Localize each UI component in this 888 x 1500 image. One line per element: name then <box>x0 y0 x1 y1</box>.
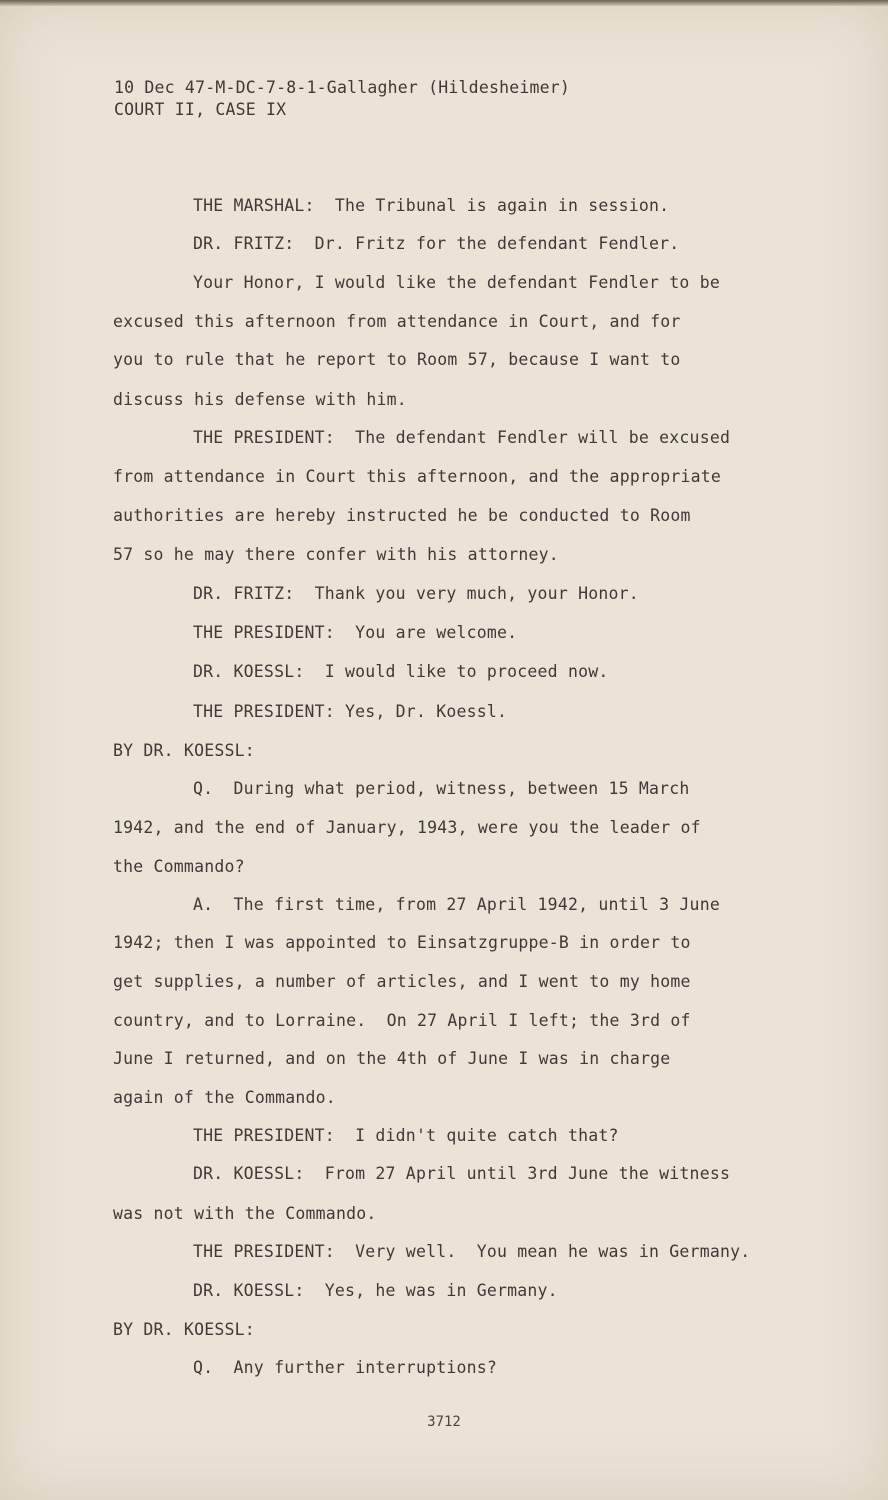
transcript-line: DR. KOESSL: I would like to proceed now. <box>193 662 609 681</box>
transcript-line: get supplies, a number of articles, and I went to my home <box>113 972 691 991</box>
transcript-line: THE MARSHAL: The Tribunal is again in session. <box>193 196 670 215</box>
transcript-line: again of the Commando. <box>113 1088 336 1107</box>
transcript-line: Your Honor, I would like the defendant Fendler to be <box>193 273 720 292</box>
transcript-line: DR. KOESSL: Yes, he was in Germany. <box>193 1281 558 1300</box>
transcript-line: Q. Any further interruptions? <box>193 1358 498 1377</box>
transcript-line: THE PRESIDENT: I didn't quite catch that? <box>193 1126 619 1145</box>
court-case-line: COURT II, CASE IX <box>114 100 287 119</box>
transcript-line: THE PRESIDENT: The defendant Fendler will be excused <box>193 428 731 447</box>
transcript-line: you to rule that he report to Room 57, because I want to <box>113 350 681 369</box>
transcript-line: THE PRESIDENT: You are welcome. <box>193 623 518 642</box>
transcript-line: BY DR. KOESSL: <box>113 741 255 760</box>
case-reference-line: 10 Dec 47-M-DC-7-8-1-Gallagher (Hildesheimer) <box>114 78 571 97</box>
transcript-line: DR. FRITZ: Thank you very much, your Honor. <box>193 584 639 603</box>
transcript-line: June I returned, and on the 4th of June I was in charge <box>113 1049 671 1068</box>
transcript-line: excused this afternoon from attendance in Court, and for <box>113 312 681 331</box>
transcript-line: 1942; then I was appointed to Einsatzgruppe-B in order to <box>113 933 691 952</box>
transcript-line: was not with the Commando. <box>113 1204 377 1223</box>
transcript-line: Q. During what period, witness, between 15 March <box>193 779 690 798</box>
page-number: 3712 <box>427 1414 461 1430</box>
transcript-line: A. The first time, from 27 April 1942, until 3 June <box>193 895 720 914</box>
transcript-line: THE PRESIDENT: Yes, Dr. Koessl. <box>193 702 508 721</box>
transcript-line: 1942, and the end of January, 1943, were you the leader of <box>113 818 701 837</box>
transcript-line: 57 so he may there confer with his attorney. <box>113 545 559 564</box>
transcript-line: THE PRESIDENT: Very well. You mean he was in Germany. <box>193 1242 751 1261</box>
transcript-line: DR. FRITZ: Dr. Fritz for the defendant Fendler. <box>193 234 680 253</box>
transcript-line: country, and to Lorraine. On 27 April I left; the 3rd of <box>113 1011 691 1030</box>
transcript-line: discuss his defense with him. <box>113 390 407 409</box>
transcript-line: authorities are hereby instructed he be conducted to Room <box>113 506 691 525</box>
transcript-line: the Commando? <box>113 857 245 876</box>
page-top-edge <box>0 0 888 6</box>
transcript-line: BY DR. KOESSL: <box>113 1320 255 1339</box>
transcript-line: from attendance in Court this afternoon, and the appropriate <box>113 467 722 486</box>
transcript-line: DR. KOESSL: From 27 April until 3rd June the witness <box>193 1164 731 1183</box>
